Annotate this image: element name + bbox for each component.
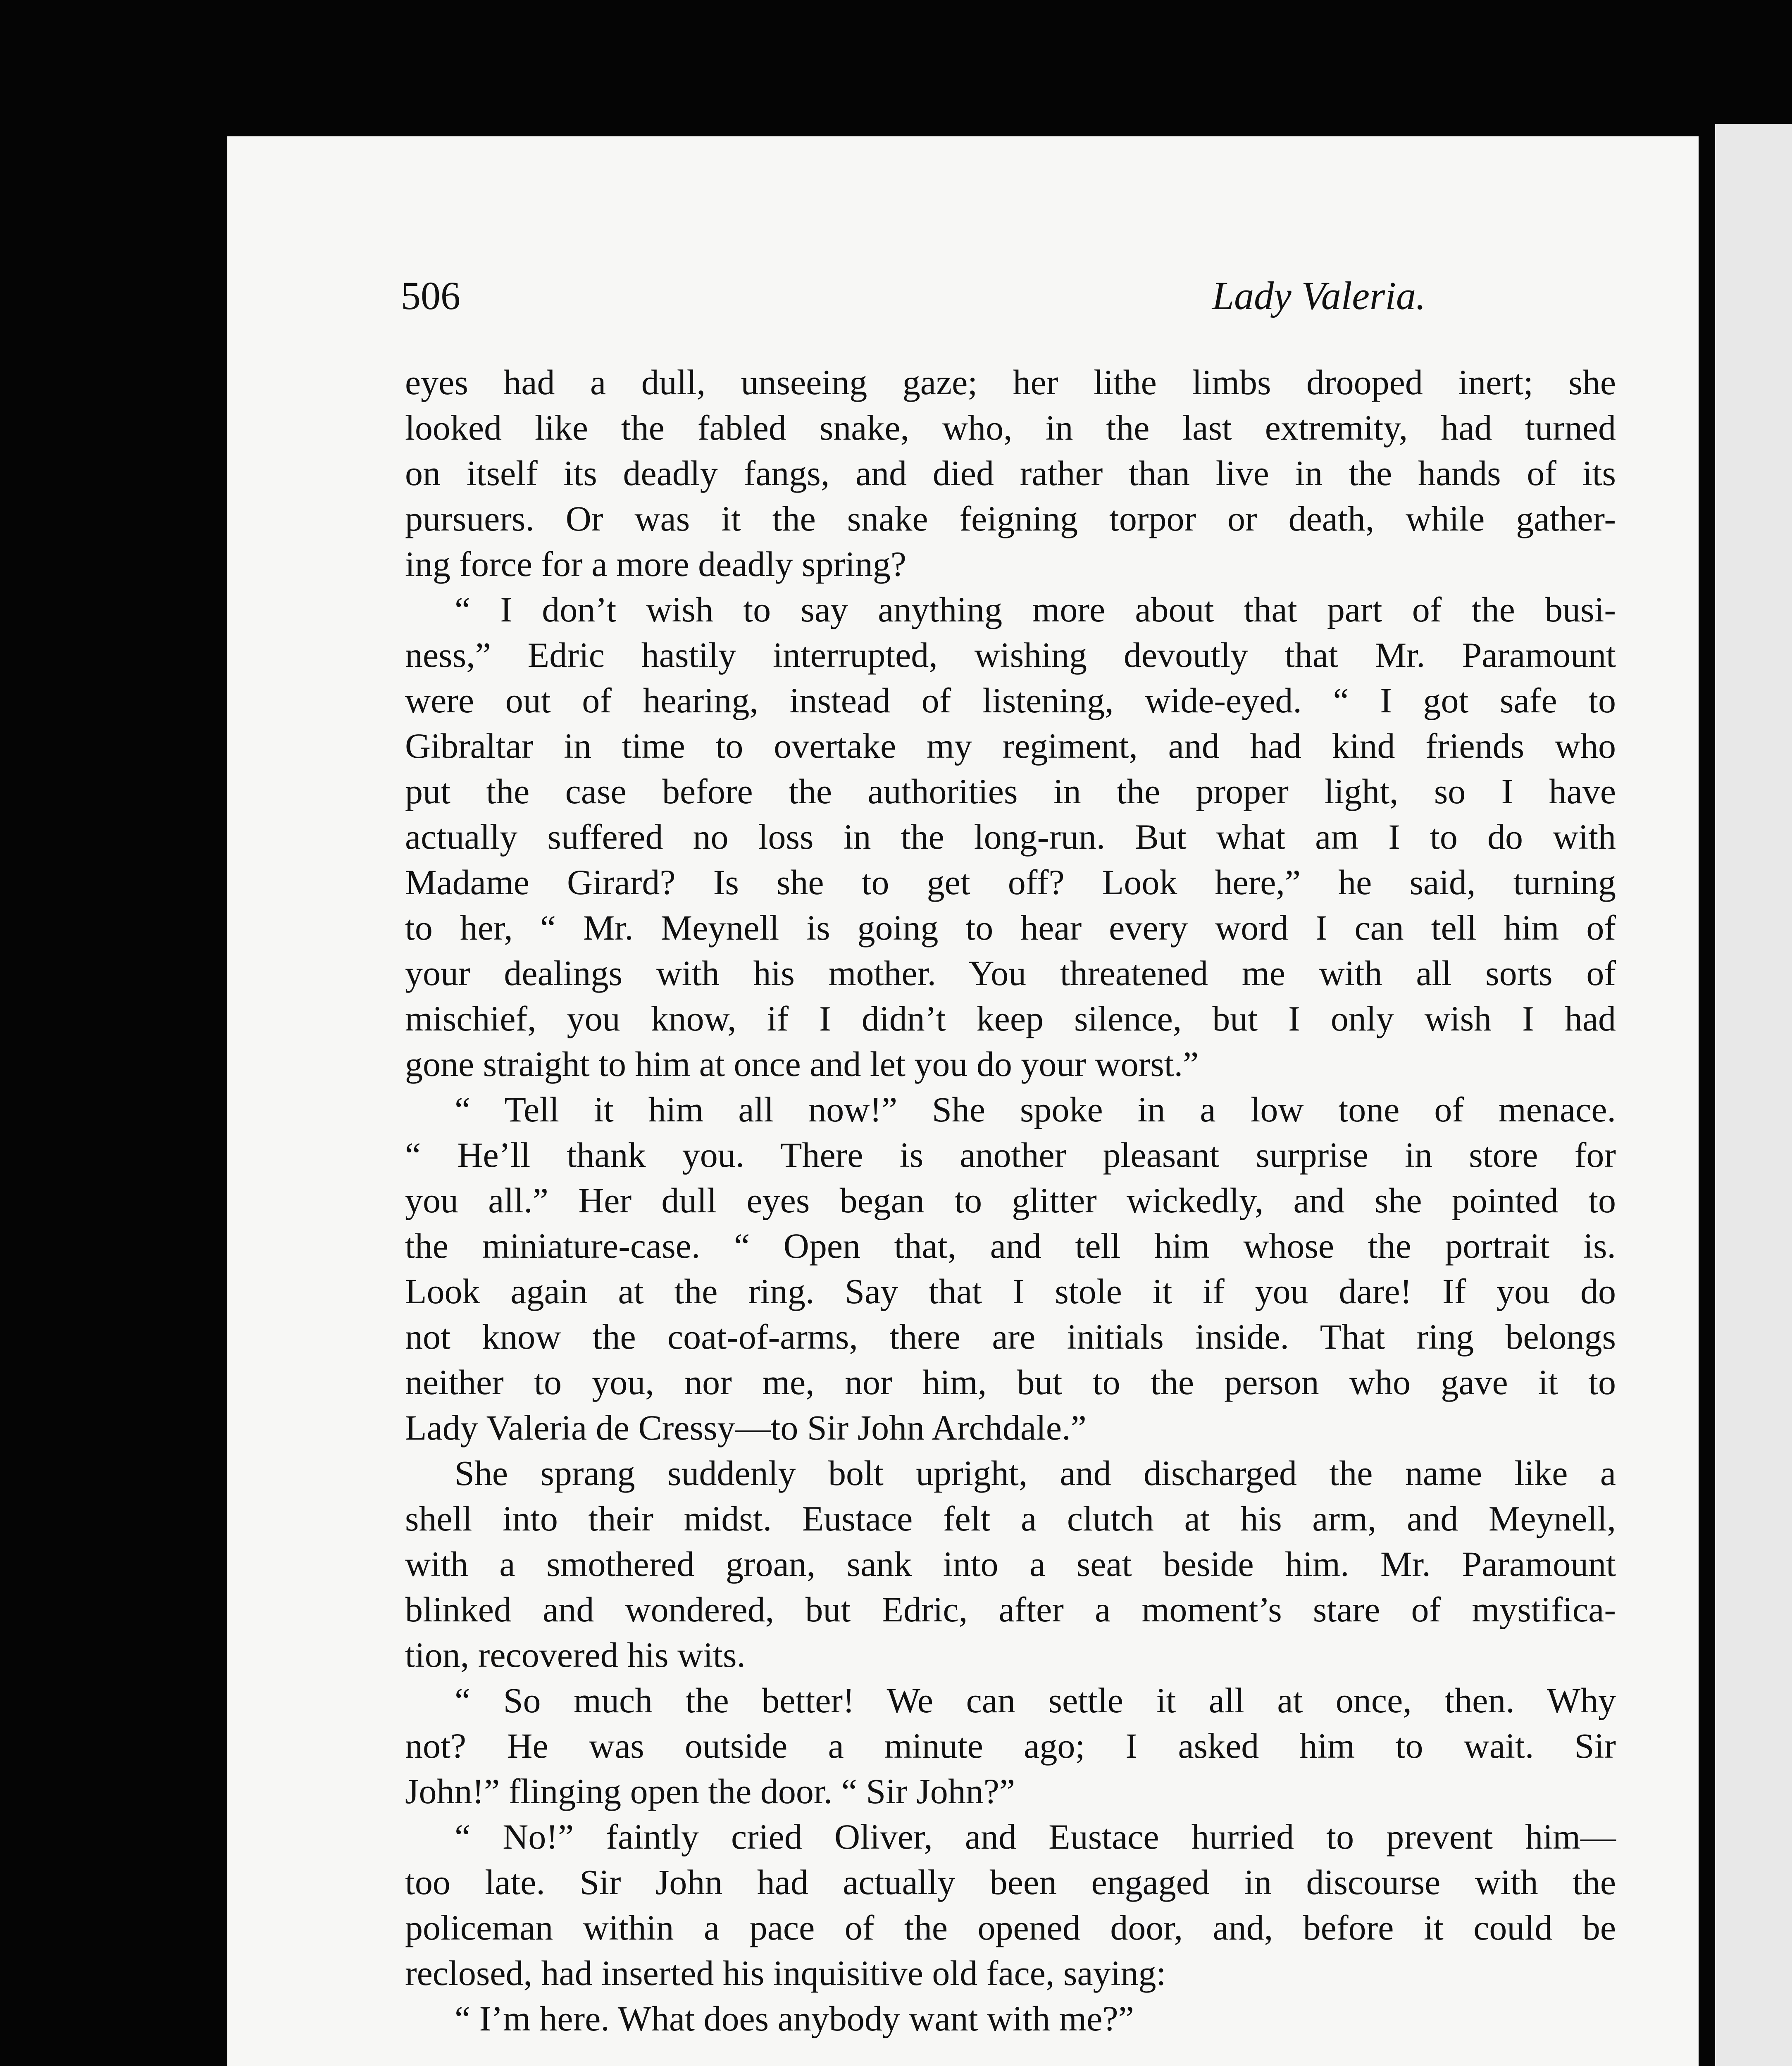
text-line: reclosed, had inserted his inquisitive old face, saying: bbox=[405, 1953, 1166, 1993]
page-number: 506 bbox=[401, 274, 460, 318]
running-title: Lady Valeria. bbox=[1212, 274, 1426, 318]
text-line: not know the coat-of-arms, there are initials inside. That ring belongs bbox=[405, 1317, 1616, 1357]
text-line: eyes had a dull, unseeing gaze; her lithe limbs drooped inert; she bbox=[405, 362, 1616, 402]
text-line: to her, “ Mr. Meynell is going to hear every word I can tell him of bbox=[405, 908, 1616, 947]
text-line: Gibraltar in time to overtake my regiment, and had kind friends who bbox=[405, 726, 1616, 766]
text-line: Look again at the ring. Say that I stole it if you dare! If you do bbox=[405, 1271, 1616, 1311]
text-line: looked like the fabled snake, who, in the last extremity, had turned bbox=[405, 408, 1616, 447]
text-line: ing force for a more deadly spring? bbox=[405, 544, 907, 584]
text-line: the miniature-case. “ Open that, and tell him whose the portrait is. bbox=[405, 1226, 1616, 1266]
text-line: your dealings with his mother. You threatened me with all sorts of bbox=[405, 953, 1616, 993]
text-line: She sprang suddenly bolt upright, and discharged the name like a bbox=[455, 1453, 1616, 1493]
text-line: policeman within a pace of the opened door, and, before it could be bbox=[405, 1908, 1616, 1947]
text-line: Lady Valeria de Cressy—to Sir John Archdale.” bbox=[405, 1408, 1087, 1447]
text-line: “ I don’t wish to say anything more about that part of the busi- bbox=[455, 590, 1616, 629]
book-page bbox=[227, 136, 1699, 2066]
text-line: shell into their midst. Eustace felt a clutch at his arm, and Meynell, bbox=[405, 1499, 1616, 1538]
text-line: put the case before the authorities in the proper light, so I have bbox=[405, 771, 1616, 811]
text-line: actually suffered no loss in the long-run. But what am I to do with bbox=[405, 817, 1616, 857]
body-text bbox=[405, 359, 1616, 2041]
text-line: on itself its deadly fangs, and died rather than live in the hands of its bbox=[405, 453, 1616, 493]
running-head bbox=[401, 273, 1426, 339]
text-line: “ He’ll thank you. There is another pleasant surprise in store for bbox=[405, 1135, 1616, 1175]
text-line: ness,” Edric hastily interrupted, wishing devoutly that Mr. Paramount bbox=[405, 635, 1616, 675]
text-line: you all.” Her dull eyes began to glitter wickedly, and she pointed to bbox=[405, 1181, 1616, 1220]
text-line: “ I’m here. What does anybody want with me?” bbox=[455, 1999, 1134, 2038]
text-line: too late. Sir John had actually been engaged in discourse with the bbox=[405, 1862, 1616, 1902]
text-line: John!” flinging open the door. “ Sir John?” bbox=[405, 1771, 1015, 1811]
text-line: with a smothered groan, sank into a seat beside him. Mr. Paramount bbox=[405, 1544, 1616, 1584]
text-line: gone straight to him at once and let you do your worst.” bbox=[405, 1044, 1199, 1084]
text-line: “ No!” faintly cried Oliver, and Eustace hurried to prevent him— bbox=[455, 1817, 1616, 1857]
text-line: pursuers. Or was it the snake feigning torpor or death, while gather- bbox=[405, 499, 1616, 538]
text-line: not? He was outside a minute ago; I asked him to wait. Sir bbox=[405, 1726, 1616, 1766]
text-line: mischief, you know, if I didn’t keep silence, but I only wish I had bbox=[405, 999, 1616, 1038]
text-line: “ Tell it him all now!” She spoke in a low tone of menace. bbox=[455, 1090, 1616, 1129]
text-line: “ So much the better! We can settle it all at once, then. Why bbox=[455, 1680, 1616, 1720]
text-line: were out of hearing, instead of listening, wide-eyed. “ I got safe to bbox=[405, 681, 1616, 720]
text-line: tion, recovered his wits. bbox=[405, 1635, 746, 1675]
text-line: blinked and wondered, but Edric, after a moment’s stare of mystifica- bbox=[405, 1590, 1616, 1629]
text-line: Madame Girard? Is she to get off? Look here,” he said, turning bbox=[405, 862, 1616, 902]
text-line: neither to you, nor me, nor him, but to the person who gave it to bbox=[405, 1362, 1616, 1402]
facing-page-edge bbox=[1715, 124, 1792, 2066]
